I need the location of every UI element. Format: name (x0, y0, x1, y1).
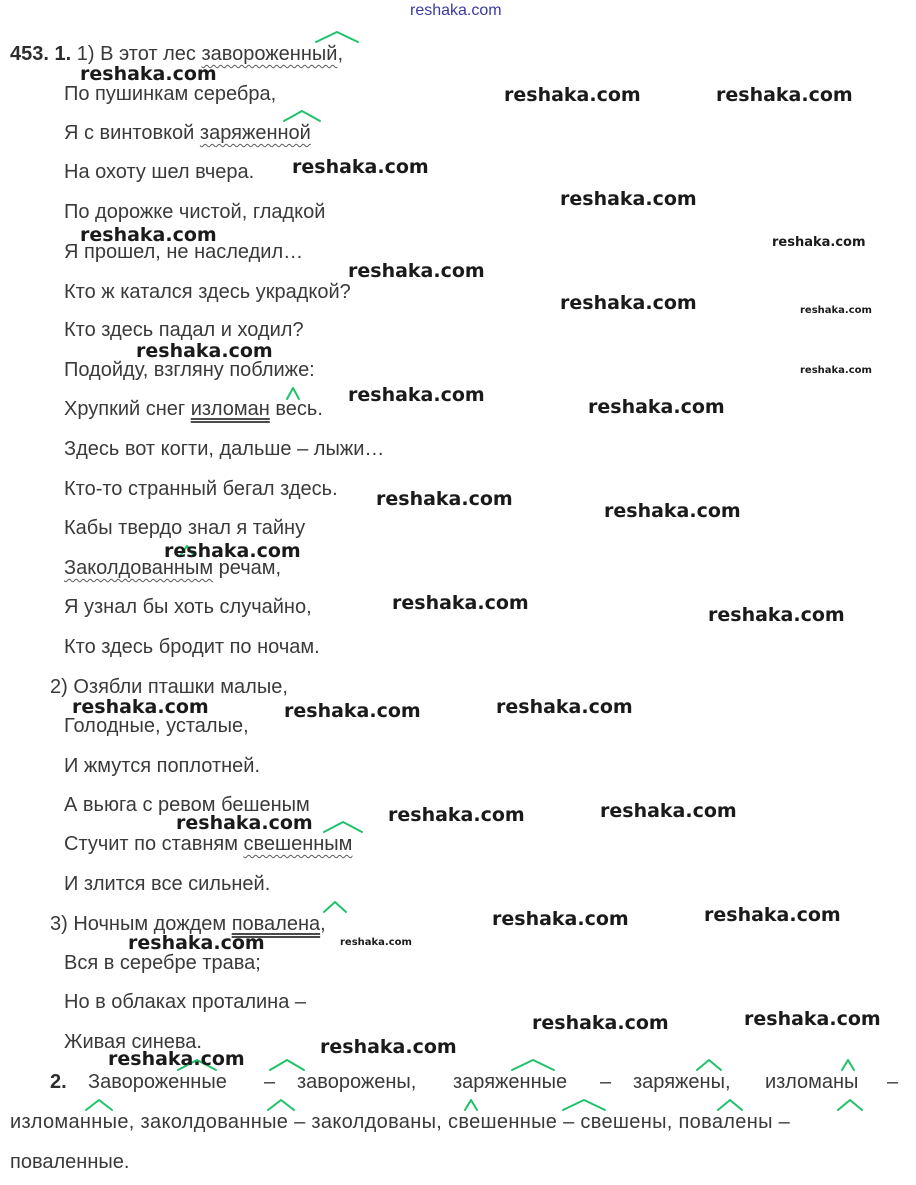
part2-dash-2: – (600, 1071, 612, 1093)
watermark: reshaka.com (800, 305, 872, 316)
word-izloman: изломан (190, 398, 270, 420)
watermark: reshaka.com (320, 1036, 457, 1058)
poem2-line-6: И злится все сильней. (64, 873, 271, 895)
part2-word-2: заворожены, (297, 1071, 417, 1093)
poem3-line-2: Вся в серебре трава; (64, 952, 261, 974)
watermark: reshaka.com (492, 908, 629, 930)
watermark: reshaka.com (392, 592, 529, 614)
part2-word-3: заряженные (453, 1071, 568, 1093)
poem1-first-text: В этот лес (100, 43, 202, 65)
part2-line-2: изломанные, заколдованные – заколдованы, свешенные – свешены, повалены – (10, 1111, 791, 1133)
watermark: reshaka.com (716, 84, 853, 106)
word-zaryazhennoy: заряженной (199, 122, 311, 144)
site-header-link[interactable]: reshaka.com (410, 2, 502, 19)
watermark: reshaka.com (340, 937, 412, 948)
watermark: reshaka.com (376, 488, 513, 510)
poem2-line-1: 2) Озябли пташки малые, (50, 676, 288, 698)
word-zakoldovannym: Заколдованным (64, 557, 214, 579)
poem1-line-2: По пушинкам серебра, (64, 83, 277, 105)
watermark: reshaka.com (348, 384, 485, 406)
poem3-line-4: Живая синева. (64, 1031, 202, 1053)
watermark: reshaka.com (136, 340, 273, 362)
watermark: reshaka.com (560, 188, 697, 210)
watermark: reshaka.com (108, 1048, 245, 1070)
poem2-number: 2) (50, 676, 68, 698)
watermark: reshaka.com (504, 84, 641, 106)
watermark: reshaka.com (532, 1012, 669, 1034)
watermark: reshaka.com (388, 804, 525, 826)
part2-word-1: Завороженные (88, 1071, 227, 1093)
watermark: reshaka.com (588, 396, 725, 418)
poem1-line-15: Я узнал бы хоть случайно, (64, 596, 312, 618)
poem1-number: 1) (76, 43, 95, 65)
poem3-line-3: Но в облаках проталина – (64, 991, 307, 1013)
poem1-line-9: Подойду, взгляну поближе: (64, 359, 315, 381)
watermark: reshaka.com (80, 224, 217, 246)
part2-word-5: изломаны (765, 1071, 859, 1093)
watermark: reshaka.com (604, 500, 741, 522)
poem1-line-13: Кабы твердо знал я тайну (64, 517, 306, 539)
watermark: reshaka.com (348, 260, 485, 282)
poem2-line-3: И жмутся поплотней. (64, 755, 261, 777)
watermark: reshaka.com (560, 292, 697, 314)
poem3-number: 3) (50, 913, 68, 935)
watermark: reshaka.com (772, 235, 866, 250)
part2-word-4: заряжены, (633, 1071, 731, 1093)
poem1-line-1: 453. 1. 1) В этот лес завороженный, (10, 43, 344, 65)
part2-line-3: поваленные. (10, 1151, 130, 1173)
part2-dash-1: – (264, 1071, 276, 1093)
poem1-line-12: Кто-то странный бегал здесь. (64, 478, 338, 500)
watermark: reshaka.com (600, 800, 737, 822)
watermark: reshaka.com (496, 696, 633, 718)
word-sveshennym: свешенным (243, 833, 353, 855)
word-zavorozhennyy: завороженный (201, 43, 338, 65)
watermark: reshaka.com (128, 932, 265, 954)
poem1-line-3: Я с винтовкой заряженной (64, 122, 311, 144)
word-povalena: повалена (231, 913, 321, 935)
watermark: reshaka.com (176, 812, 313, 834)
watermark: reshaka.com (708, 604, 845, 626)
watermark: reshaka.com (72, 696, 209, 718)
poem1-line-14: Заколдованным речам, (64, 557, 282, 579)
watermark: reshaka.com (284, 700, 421, 722)
part2-label: 2. (50, 1071, 67, 1093)
poem1-line-10: Хрупкий снег изломан весь. (64, 398, 323, 420)
watermark: reshaka.com (80, 63, 217, 85)
watermark: reshaka.com (800, 365, 872, 376)
poem2-line-4: А вьюга с ревом бешеным (64, 794, 310, 816)
poem1-line-6: Я прошел, не наследил… (64, 241, 304, 263)
poem3-line-1: 3) Ночным дождем повалена, (50, 913, 326, 935)
poem1-line-16: Кто здесь бродит по ночам. (64, 636, 320, 658)
poem1-line-4: На охоту шел вчера. (64, 161, 255, 183)
poem1-line-11: Здесь вот когти, дальше – лыжи… (64, 438, 385, 460)
poem1-line-8: Кто здесь падал и ходил? (64, 319, 304, 341)
watermark: reshaka.com (164, 540, 301, 562)
watermark: reshaka.com (292, 156, 429, 178)
poem2-line-2: Голодные, усталые, (64, 715, 249, 737)
poem1-line-7: Кто ж катался здесь украдкой? (64, 281, 351, 303)
watermark: reshaka.com (704, 904, 841, 926)
poem2-line-5: Стучит по ставням свешенным (64, 833, 353, 855)
task-number: 453. (10, 43, 49, 65)
part1-label: 1. (54, 43, 72, 65)
part2-dash-3: – (887, 1071, 899, 1093)
watermark: reshaka.com (744, 1008, 881, 1030)
poem1-line-5: По дорожке чистой, гладкой (64, 201, 326, 223)
